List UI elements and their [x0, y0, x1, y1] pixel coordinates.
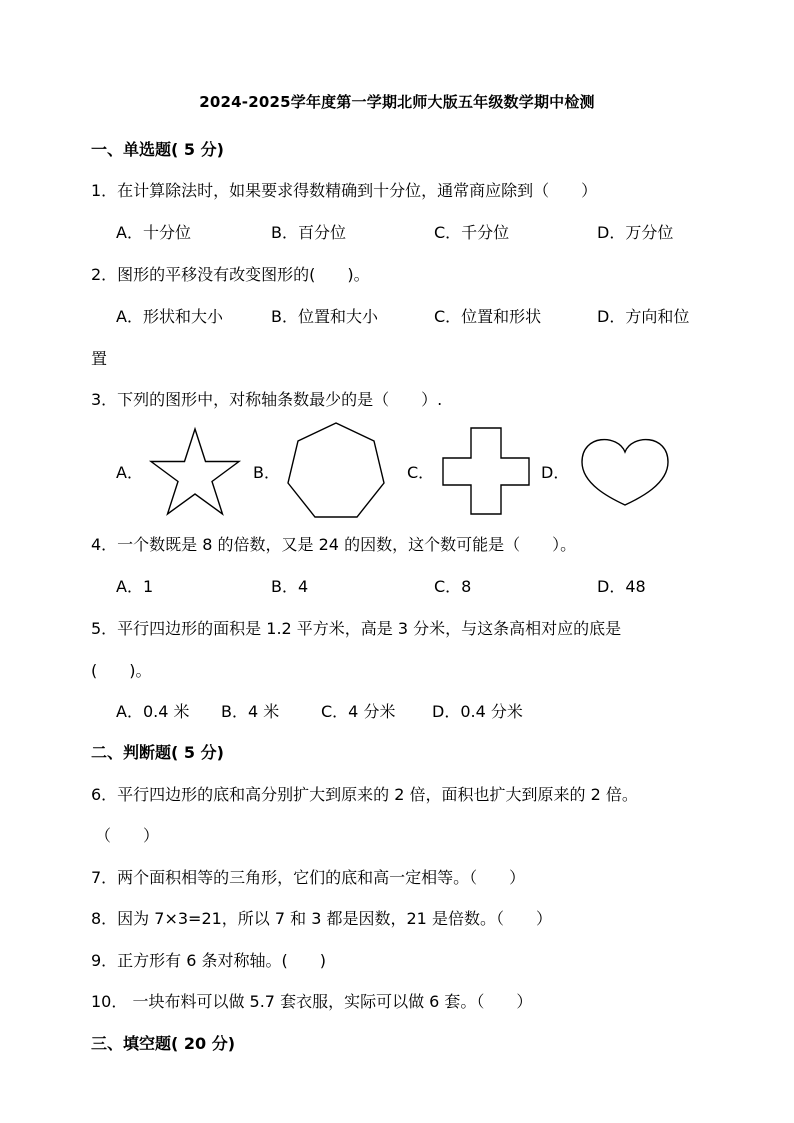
q3-option-c: C． [407, 463, 435, 482]
question-5: 5．平行四边形的面积是 1.2 平方米，高是 3 分米，与这条高相对应的底是 [91, 619, 622, 638]
q3-option-d: D． [541, 463, 570, 482]
heptagon-icon [284, 420, 388, 522]
section-heading-fill-blank: 三、填空题( 20 分) [91, 1034, 236, 1053]
heart-icon [578, 432, 672, 508]
question-9: 9．正方形有 6 条对称轴。( ) [91, 951, 327, 970]
question-3: 3．下列的图形中，对称轴条数最少的是（ ）. [91, 390, 443, 409]
q3-option-b: B． [253, 463, 280, 482]
q5-option-a: A．0.4 米 [116, 702, 190, 721]
q1-option-a: A．十分位 [116, 223, 191, 242]
q2-option-d-wrap: 置 [91, 349, 108, 368]
question-8: 8．因为 7×3=21，所以 7 和 3 都是因数，21 是倍数。（ ） [91, 909, 552, 928]
question-1: 1．在计算除法时，如果要求得数精确到十分位，通常商应除到（ ） [91, 181, 598, 200]
q4-option-d: D．48 [597, 577, 646, 596]
q5-option-d: D．0.4 分米 [432, 702, 523, 721]
q4-option-c: C．8 [434, 577, 472, 596]
question-6-wrap: （ ） [95, 826, 160, 845]
question-7: 7．两个面积相等的三角形，它们的底和高一定相等。（ ） [91, 868, 526, 887]
q2-option-b: B．位置和大小 [271, 307, 378, 326]
q1-option-d: D．万分位 [597, 223, 674, 242]
cross-icon [440, 426, 532, 516]
q2-option-d: D．方向和位 [597, 307, 690, 326]
question-5-wrap: ( )。 [91, 661, 152, 680]
q1-option-c: C．千分位 [434, 223, 510, 242]
q4-option-a: A．1 [116, 577, 154, 596]
section-heading-single-choice: 一、单选题( 5 分) [91, 140, 224, 159]
q4-option-b: B．4 [271, 577, 309, 596]
section-heading-true-false: 二、判断题( 5 分) [91, 743, 224, 762]
q3-option-a: A． [116, 463, 143, 482]
question-2: 2．图形的平移没有改变图形的( )。 [91, 265, 370, 284]
question-6: 6．平行四边形的底和高分别扩大到原来的 2 倍，面积也扩大到原来的 2 倍。 [91, 785, 638, 804]
star-icon [148, 426, 242, 518]
question-10: 10． 一块布料可以做 5.7 套衣服，实际可以做 6 套。（ ） [91, 992, 533, 1011]
q2-option-c: C．位置和形状 [434, 307, 542, 326]
q5-option-c: C．4 分米 [321, 702, 396, 721]
question-4: 4．一个数既是 8 的倍数，又是 24 的因数，这个数可能是（ ）。 [91, 535, 577, 554]
q2-option-a: A．形状和大小 [116, 307, 223, 326]
q1-option-b: B．百分位 [271, 223, 346, 242]
q5-option-b: B．4 米 [221, 702, 280, 721]
page-title: 2024-2025学年度第一学期北师大版五年级数学期中检测 [199, 93, 595, 111]
